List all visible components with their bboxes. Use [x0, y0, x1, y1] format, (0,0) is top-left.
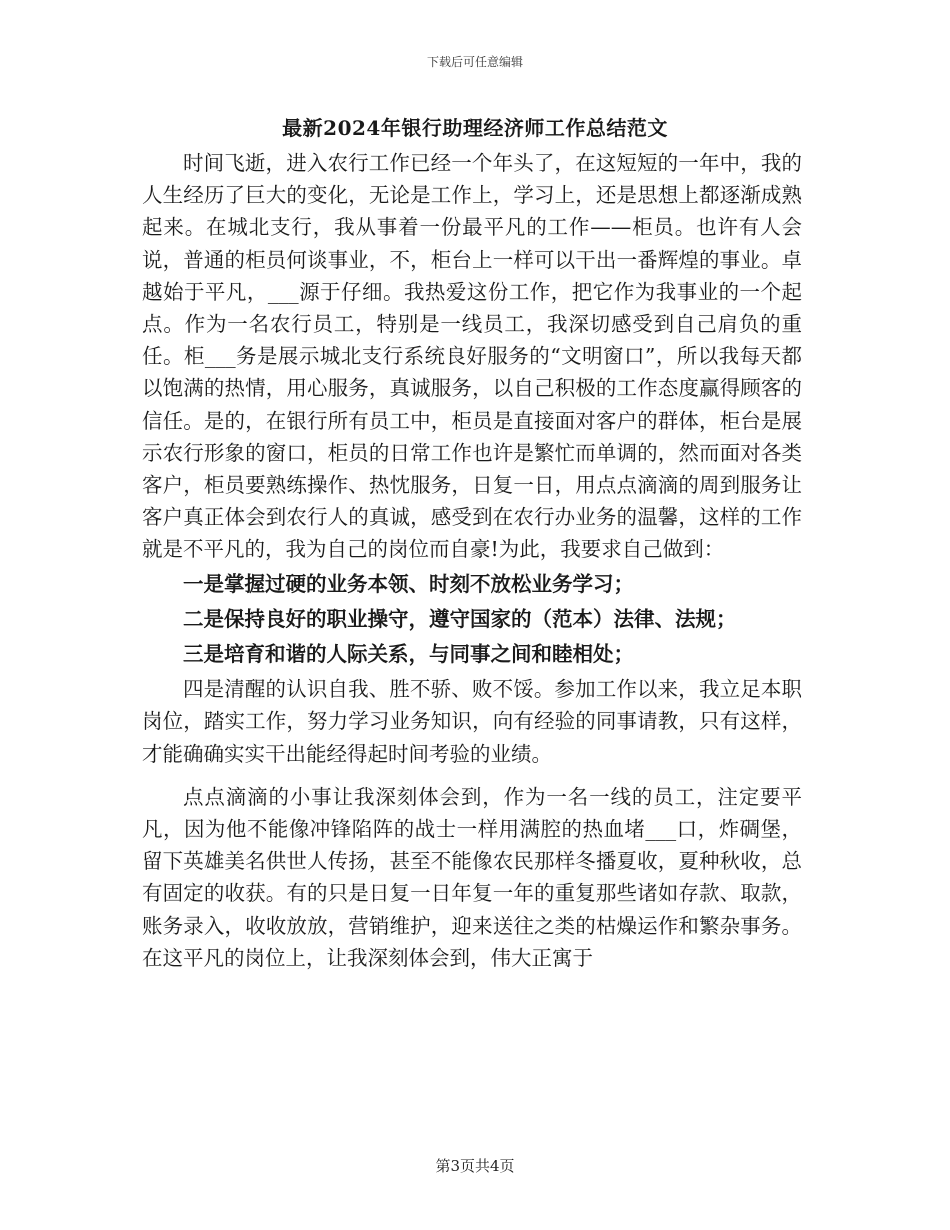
paragraph-point-3: 三是培育和谐的人际关系，与同事之间和睦相处；: [183, 642, 634, 667]
paragraph-reflection: 点点滴滴的小事让我深刻体会到，作为一名一线的员工，注定要平凡，因为他不能像冲锋陷阵的战士一样用满腔的热血堵___口，炸碉堡，留下英雄美名供世人传扬，甚至不能像农民那样冬播夏收，夏种秋收，总有固定的收获。有的只是日复一日年复一年的重复那些诸如存款、取款，账务录入，收收放放，营销维护，迎来送往之类的枯燥运作和繁杂事务。在这平凡的岗位上，让我深刻体会到，伟大正寓于: [142, 784, 802, 970]
document-body: [142, 147, 802, 974]
paragraph-point-2: 二是保持良好的职业操守，遵守国家的（范本）法律、法规；: [183, 606, 737, 631]
header-note: 下载后可任意编辑: [426, 55, 523, 69]
document-title: 最新2024年银行助理经济师工作总结范文: [282, 116, 668, 140]
page-indicator: 第3页共4页: [435, 1157, 515, 1175]
paragraph-point-4: 四是清醒的认识自我、胜不骄、败不馁。参加工作以来，我立足本职岗位，踏实工作，努力学习业务知识，向有经验的同事请教，只有这样，才能确确实实干出能经得起时间考验的业绩。: [142, 677, 802, 766]
paragraph-point-1: 一是掌握过硬的业务本领、时刻不放松业务学习；: [183, 571, 634, 596]
paragraph-intro: 时间飞逝，进入农行工作已经一个年头了，在这短短的一年中，我的人生经历了巨大的变化，无论是工作上，学习上，还是思想上都逐渐成熟起来。在城北支行，我从事着一份最平凡的工作——柜员。也许有人会说，普通的柜员何谈事业，不，柜台上一样可以干出一番辉煌的事业。卓越始于平凡，___源于仔细。我热爱这份工作，把它作为我事业的一个起点。作为一名农行员工，特别是一线员工，我深切感受到自己肩负的重任。柜___务是展示城北支行系统良好服务的“文明窗口”，所以我每天都以饱满的热情，用心服务，真诚服务，以自己积极的工作态度赢得顾客的信任。是的，在银行所有员工中，柜员是直接面对客户的群体，柜台是展示农行形象的窗口，柜员的日常工作也许是繁忙而单调的，然而面对各类客户，柜员要熟练操作、热忱服务，日复一日，用点点滴滴的周到服务让客户真正体会到农行人的真诚，感受到在农行办业务的温馨，这样的工作就是不平凡的，我为自己的岗位而自豪!为此，我要求自己做到：: [142, 151, 802, 562]
